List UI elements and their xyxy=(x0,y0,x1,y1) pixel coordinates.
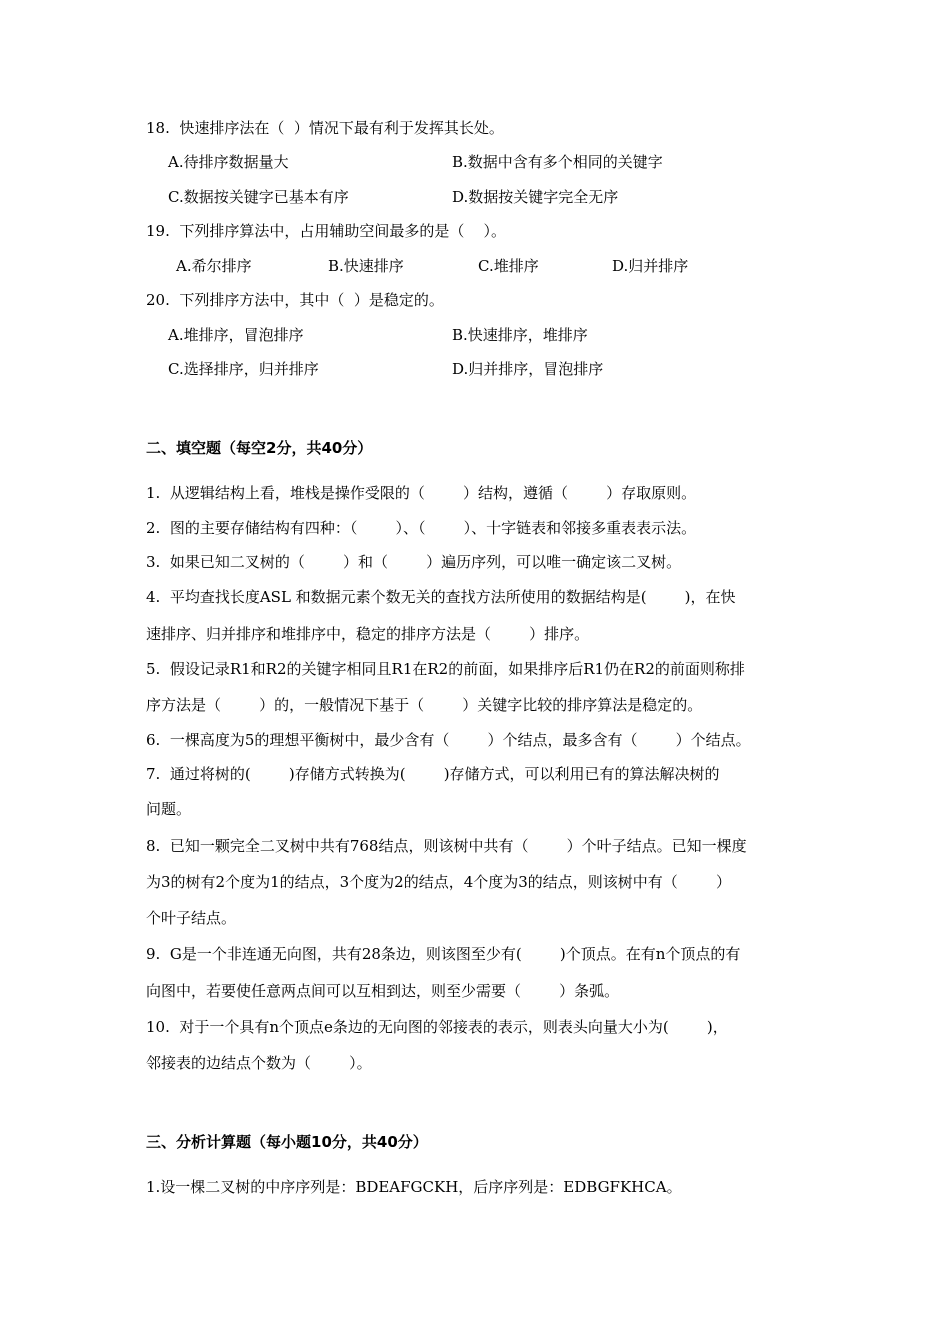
fill-line: 问题。 xyxy=(146,800,192,818)
fill-line: 9. G是一个非连通无向图，共有28条边，则该图至少有( )个顶点。在有n个顶点的有 xyxy=(146,945,741,963)
question-18-option-d: D.数据按关键字完全无序 xyxy=(452,188,619,206)
question-20-stem: 20. 下列排序方法中，其中（ ）是稳定的。 xyxy=(146,291,444,309)
question-19-option-a: A.希尔排序 xyxy=(176,257,252,275)
question-18-option-a: A.待排序数据量大 xyxy=(168,153,289,171)
question-19-option-b: B.快速排序 xyxy=(328,257,404,275)
fill-line: 速排序、归并排序和堆排序中，稳定的排序方法是（ ）排序。 xyxy=(146,625,590,643)
fill-line: 1. 从逻辑结构上看，堆栈是操作受限的（ ）结构，遵循（ ）存取原则。 xyxy=(146,484,697,502)
question-19-option-c: C.堆排序 xyxy=(478,257,539,275)
fill-line: 个叶子结点。 xyxy=(146,909,237,927)
section-3-question-1: 1.设一棵二叉树的中序序列是：BDEAFGCKH，后序序列是：EDBGFKHCA。 xyxy=(146,1178,682,1196)
fill-line: 向图中，若要使任意两点间可以互相到达，则至少需要（ ）条弧。 xyxy=(146,982,620,1000)
fill-line: 8. 已知一颗完全二叉树中共有768结点，则该树中共有（ ）个叶子结点。已知一棵度 xyxy=(146,837,747,855)
fill-line: 6. 一棵高度为5的理想平衡树中，最少含有（ ）个结点，最多含有（ ）个结点。 xyxy=(146,731,751,749)
question-18-option-c: C.数据按关键字已基本有序 xyxy=(168,188,349,206)
fill-line: 10. 对于一个具有n个顶点e条边的无向图的邻接表的表示，则表头向量大小为( )， xyxy=(146,1018,728,1036)
fill-line: 序方法是（ ）的，一般情况下基于（ ）关键字比较的排序算法是稳定的。 xyxy=(146,696,703,714)
fill-line: 2. 图的主要存储结构有四种：（ ）、（ ）、十字链表和邻接多重表表示法。 xyxy=(146,519,697,537)
fill-line: 5. 假设记录R1和R2的关键字相同且R1在R2的前面，如果排序后R1仍在R2的前面则称排 xyxy=(146,660,745,678)
fill-line: 7. 通过将树的( )存储方式转换为( )存储方式，可以利用已有的算法解决树的 xyxy=(146,765,720,783)
question-19-option-d: D.归并排序 xyxy=(612,257,689,275)
section-2-title: 二、填空题（每空2分，共40分） xyxy=(146,439,373,457)
question-18-option-b: B.数据中含有多个相同的关键字 xyxy=(452,153,663,171)
section-3-title: 三、分析计算题（每小题10分，共40分） xyxy=(146,1133,428,1151)
question-18-stem: 18. 快速排序法在（ ）情况下最有利于发挥其长处。 xyxy=(146,119,504,137)
fill-line: 为3的树有2个度为1的结点，3个度为2的结点，4个度为3的结点，则该树中有（ ） xyxy=(146,873,731,891)
fill-line: 邻接表的边结点个数为（ ）。 xyxy=(146,1054,372,1072)
question-20-option-c: C.选择排序，归并排序 xyxy=(168,360,319,378)
question-20-option-b: B.快速排序，堆排序 xyxy=(452,326,588,344)
question-20-option-a: A.堆排序，冒泡排序 xyxy=(168,326,304,344)
fill-line: 3. 如果已知二叉树的（ ）和（ ）遍历序列，可以唯一确定该二叉树。 xyxy=(146,553,682,571)
question-20-option-d: D.归并排序，冒泡排序 xyxy=(452,360,604,378)
question-19-stem: 19. 下列排序算法中，占用辅助空间最多的是（ ）。 xyxy=(146,222,506,240)
fill-line: 4. 平均查找长度ASL 和数据元素个数无关的查找方法所使用的数据结构是( )，在快 xyxy=(146,588,736,606)
